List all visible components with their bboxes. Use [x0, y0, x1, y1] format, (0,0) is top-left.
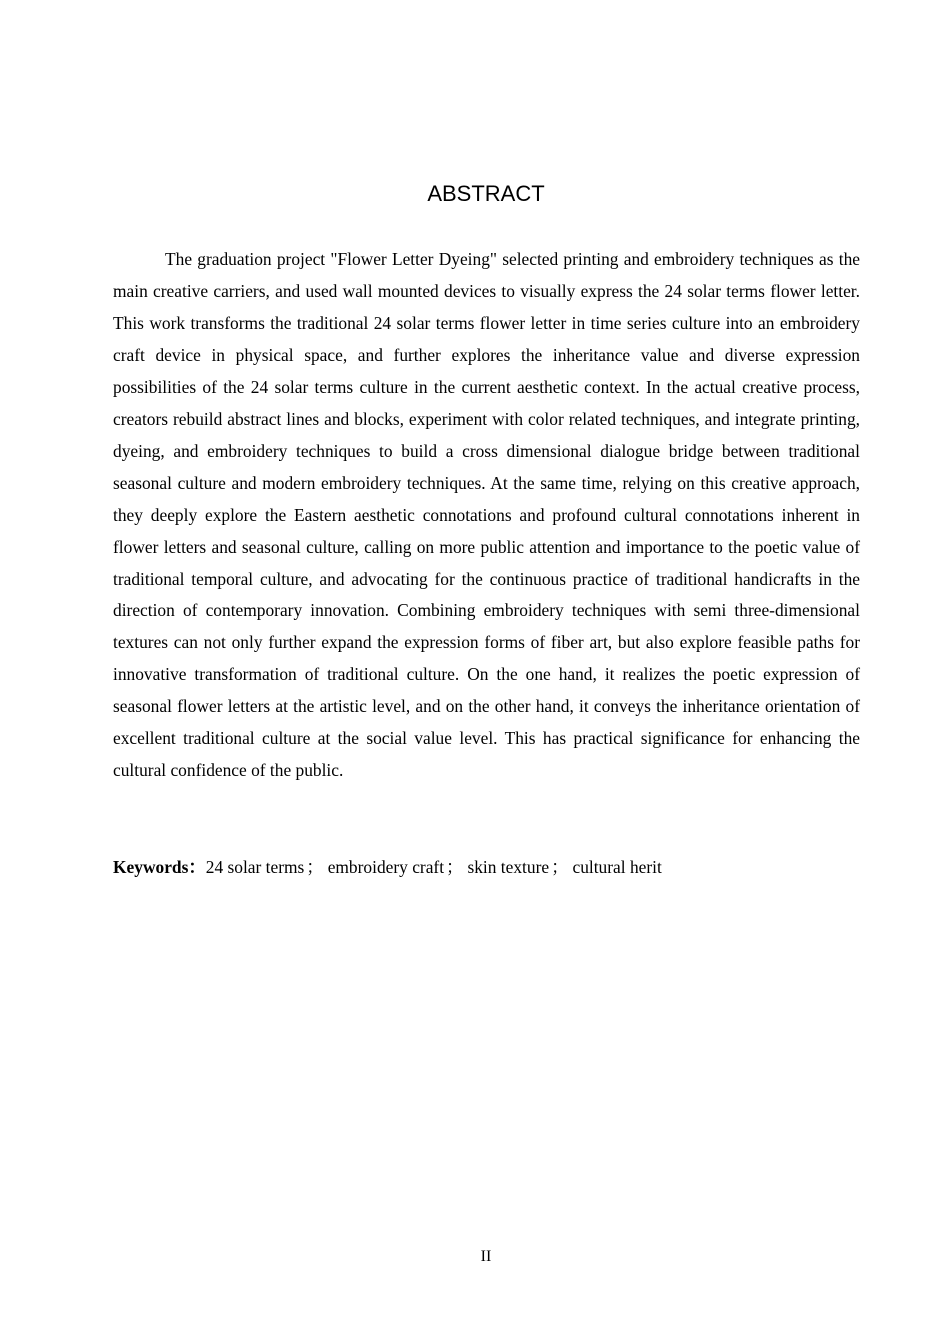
- abstract-title: ABSTRACT: [427, 181, 545, 206]
- keyword-item: skin texture: [467, 857, 550, 877]
- keyword-item: embroidery craft: [327, 857, 445, 877]
- keyword-item: cultural herit: [572, 857, 662, 877]
- keyword-separator: ；: [306, 857, 324, 877]
- keyword-separator: ；: [446, 857, 464, 877]
- keywords-line: [113, 851, 860, 883]
- keywords-label: Keywords：: [113, 857, 206, 877]
- page-number: II: [480, 1248, 492, 1265]
- keyword-separator: ；: [551, 857, 569, 877]
- keyword-item: 24 solar terms: [205, 857, 305, 877]
- abstract-body: The graduation project "Flower Letter Dyeing" selected printing and embroidery techniques as the main creative carriers, and used wall mounted devices to visually express the 24 solar terms flower letter. This work transforms the traditional 24 solar terms flower letter in time series culture into an embroidery craft device in physical space, and further explores the inheritance value and diverse expression possibilities of the 24 solar terms culture in the current aesthetic context. In the actual creative process, creators rebuild abstract lines and blocks, experiment with color related techniques, and integrate printing, dyeing, and embroidery techniques to build a cross dimensional dialogue bridge between traditional seasonal culture and modern embroidery techniques. At the same time, relying on this creative approach, they deeply explore the Eastern aesthetic connotations and profound cultural connotations inherent in flower letters and seasonal culture, calling on more public attention and importance to the poetic value of traditional temporal culture, and advocating for the continuous practice of traditional handicrafts in the direction of contemporary innovation. Combining embroidery techniques with semi three-dimensional textures can not only further expand the expression forms of fiber art, but also explore feasible paths for innovative transformation of traditional culture. On the one hand, it realizes the poetic expression of seasonal flower letters at the artistic level, and on the other hand, it conveys the inheritance orientation of excellent traditional culture at the social value level. This has practical significance for enhancing the cultural confidence of the public.: [113, 249, 860, 781]
